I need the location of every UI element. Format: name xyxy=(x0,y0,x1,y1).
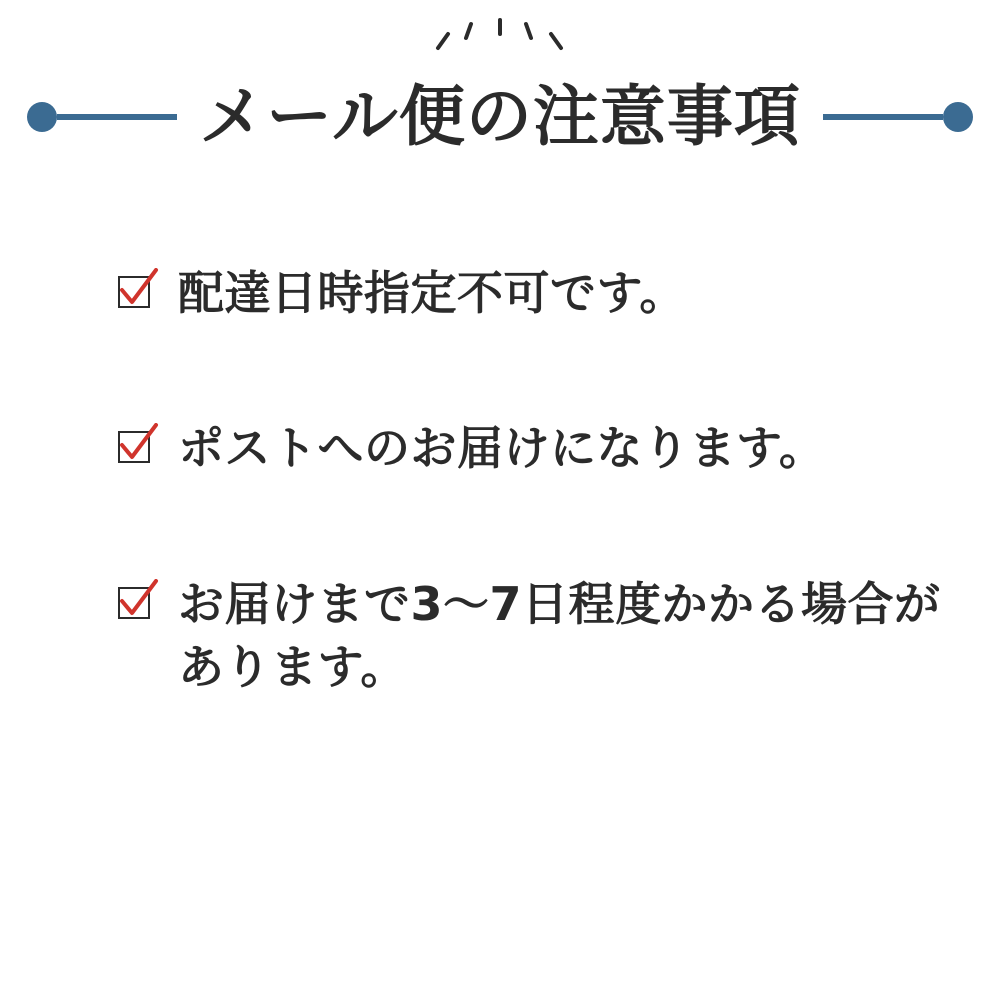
header xyxy=(0,0,1000,200)
list-item xyxy=(0,573,1000,700)
list-item-label: 配達日時指定不可です。 xyxy=(178,266,686,320)
sparkle-decoration-icon xyxy=(430,18,570,66)
left-dot-icon xyxy=(27,102,57,132)
left-rule xyxy=(57,114,177,120)
checkbox-checked-icon xyxy=(118,587,154,623)
list-item-label: お届けまで3〜7日程度かかる場合があります。 xyxy=(178,576,941,695)
notes-list xyxy=(0,262,1000,700)
list-item xyxy=(0,262,1000,325)
right-dot-icon xyxy=(943,102,973,132)
right-rule xyxy=(823,114,943,120)
checkbox-checked-icon xyxy=(118,431,154,467)
page-title: メール便の注意事項 xyxy=(199,78,801,155)
list-item xyxy=(0,417,1000,480)
checkbox-checked-icon xyxy=(118,276,154,312)
list-item-label: ポストへのお届けになります。 xyxy=(178,421,826,476)
title-row xyxy=(0,62,1000,172)
